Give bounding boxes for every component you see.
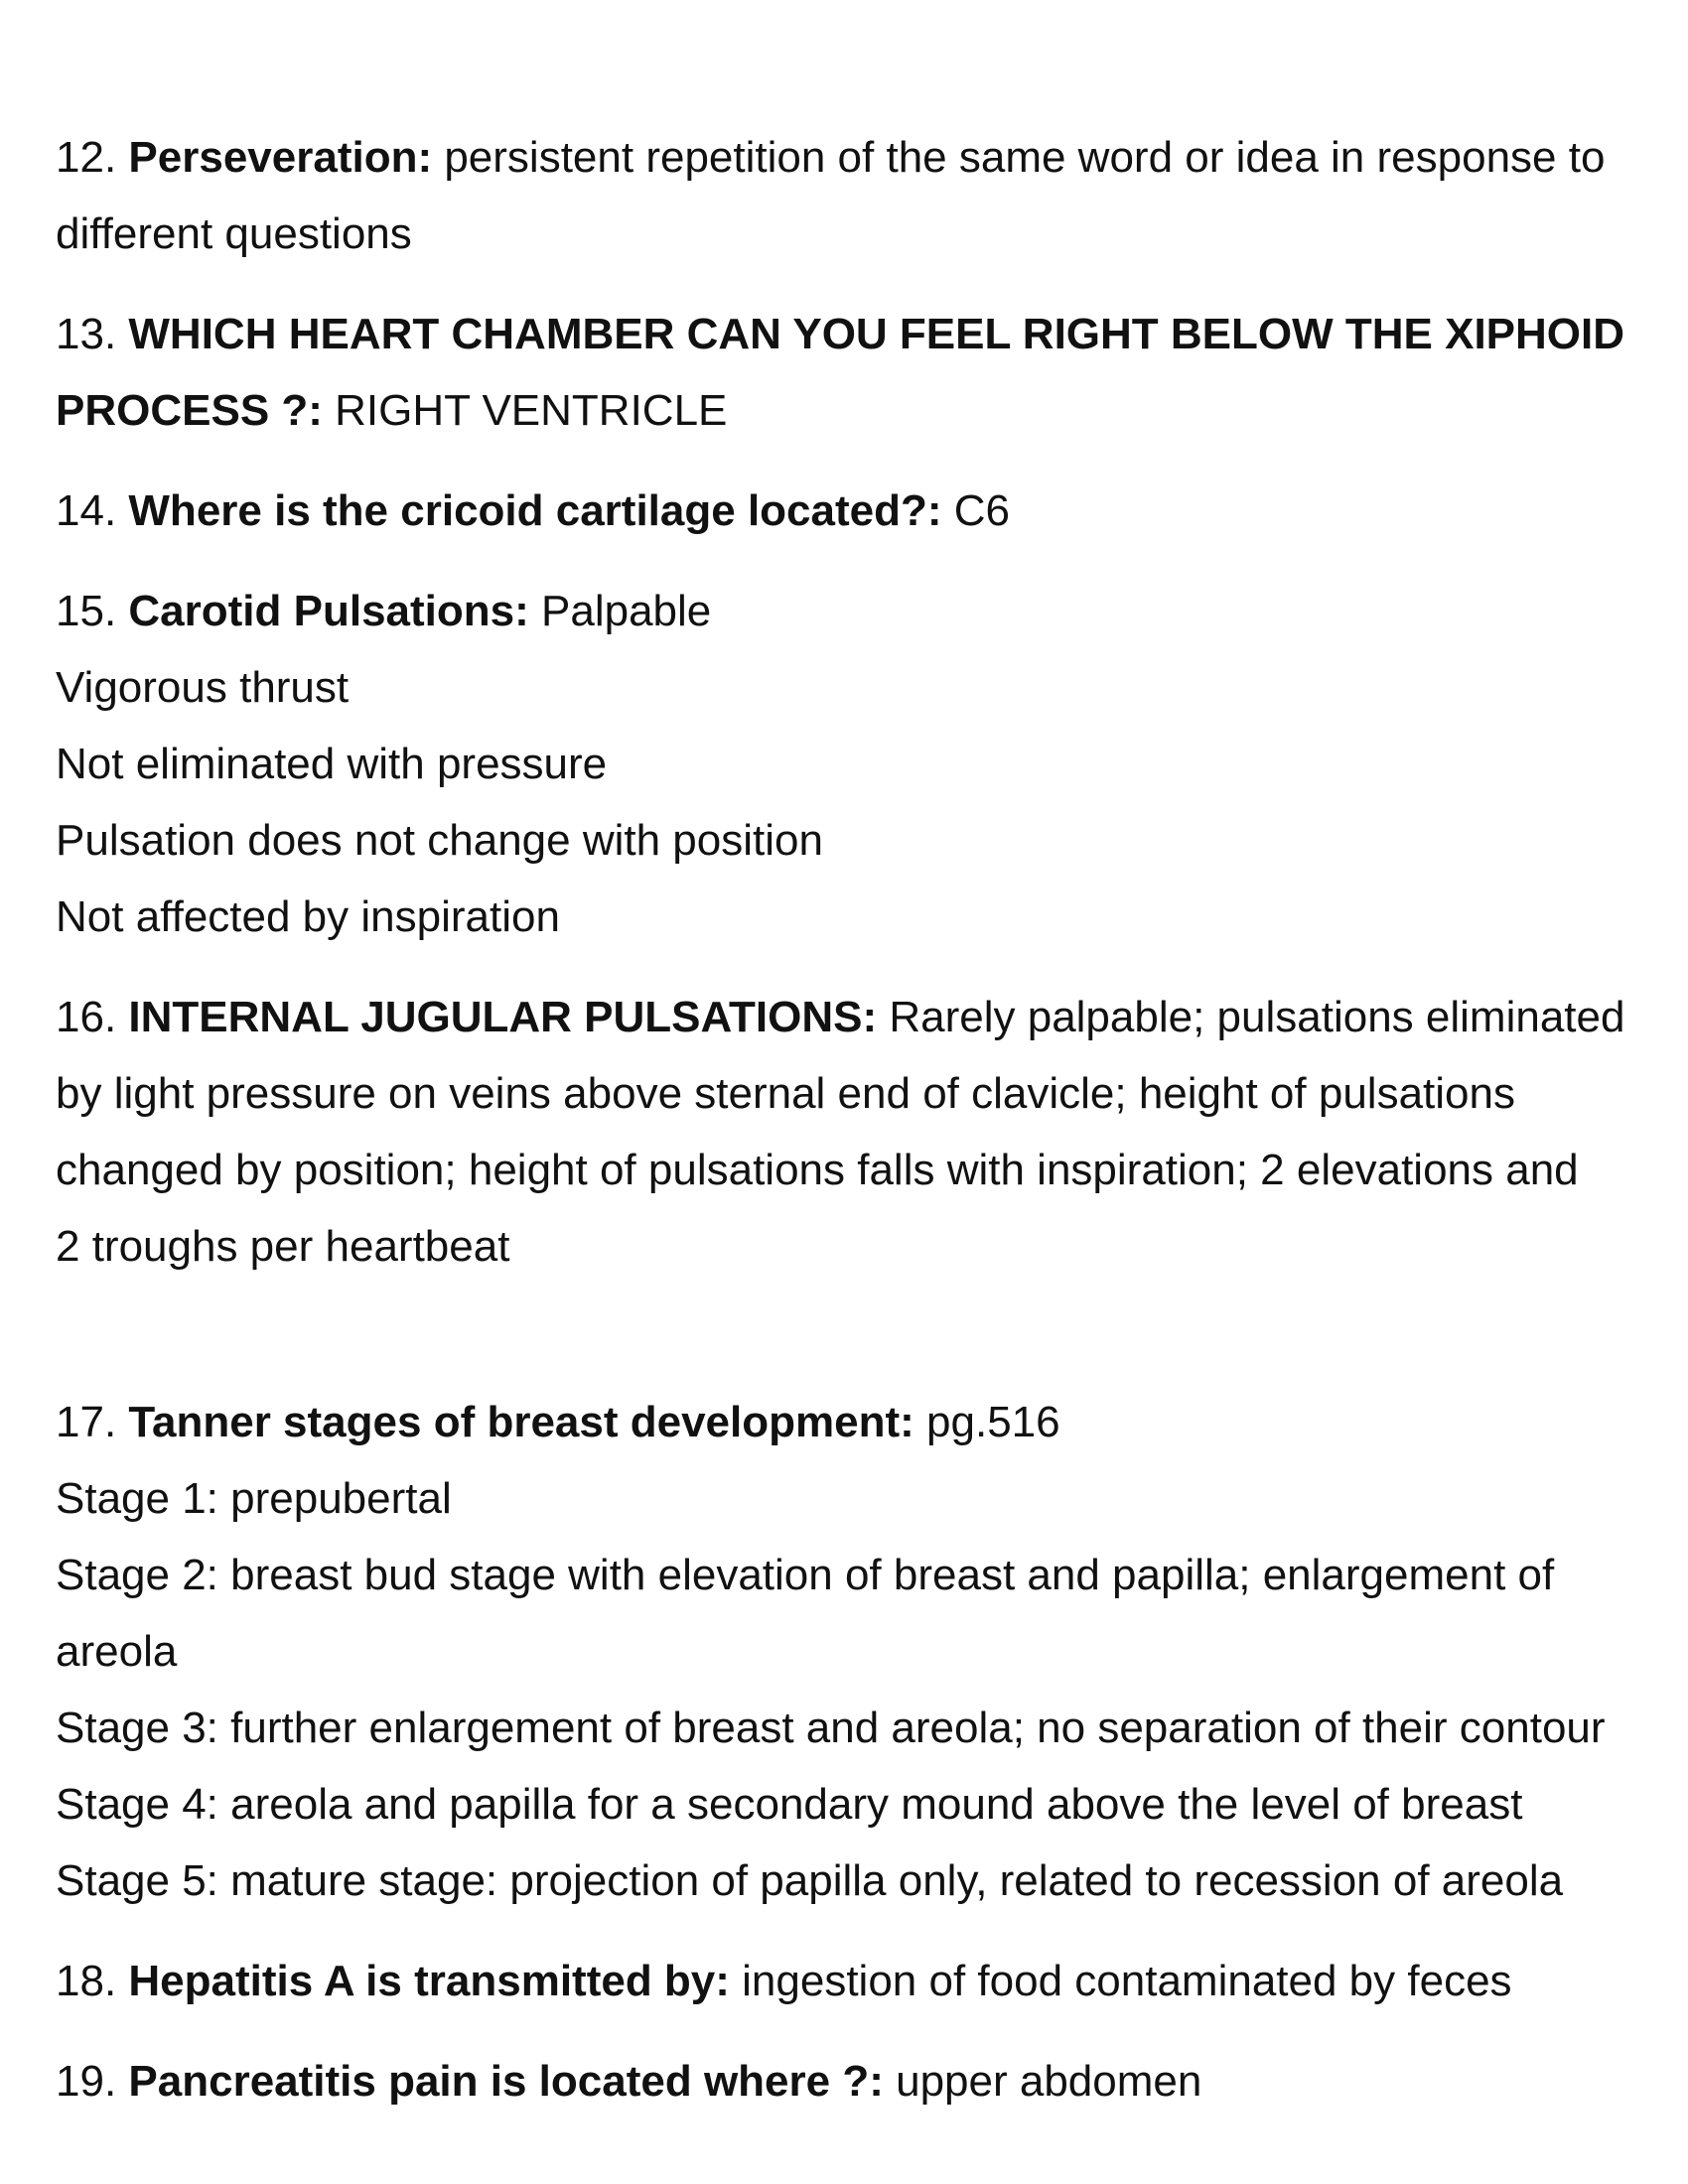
entry-term: Hepatitis A is transmitted by: <box>128 1957 730 2005</box>
entry-18 <box>56 1943 1644 2019</box>
entry-answer: persistent repetition of the same word or idea in response to <box>432 133 1606 182</box>
entry-term: Perseveration: <box>128 133 433 182</box>
entry-line: Not affected by inspiration <box>56 892 560 941</box>
entry-line: Stage 4: areola and papilla for a secondary mound above the level of breast <box>56 1780 1523 1829</box>
entry-line: areola <box>56 1627 178 1676</box>
entry-16 <box>56 979 1644 1285</box>
entry-term: Where is the cricoid cartilage located?: <box>128 486 942 535</box>
entry-answer: C6 <box>941 486 1011 535</box>
entry-answer: Palpable <box>528 587 712 635</box>
entry-number: 14. <box>56 486 117 535</box>
entry-term-continued: PROCESS ?: <box>56 386 323 435</box>
entry-number: 16. <box>56 993 117 1041</box>
entry-answer: ingestion of food contaminated by feces <box>729 1957 1512 2005</box>
entry-19 <box>56 2043 1644 2119</box>
entry-number: 15. <box>56 587 117 635</box>
flashcard-list <box>56 119 1644 2143</box>
entry-line: 2 troughs per heartbeat <box>56 1222 510 1271</box>
entry-answer: upper abdomen <box>883 2057 1202 2106</box>
entry-number: 19. <box>56 2057 117 2106</box>
entry-term: INTERNAL JUGULAR PULSATIONS: <box>128 993 878 1041</box>
entry-line: Pulsation does not change with position <box>56 816 823 865</box>
entry-line: different questions <box>56 209 412 258</box>
entry-term: WHICH HEART CHAMBER CAN YOU FEEL RIGHT BELOW THE XIPHOID <box>128 310 1625 358</box>
entry-line: by light pressure on veins above sternal end of clavicle; height of pulsations <box>56 1069 1515 1118</box>
entry-line: Stage 2: breast bud stage with elevation of breast and papilla; enlargement of <box>56 1551 1555 1599</box>
entry-number: 18. <box>56 1957 117 2005</box>
entry-line: Stage 5: mature stage: projection of papilla only, related to recession of areola <box>56 1856 1564 1905</box>
entry-answer: Rarely palpable; pulsations eliminated <box>877 993 1625 1041</box>
entry-number: 17. <box>56 1398 117 1446</box>
entry-12 <box>56 119 1644 272</box>
entry-13 <box>56 296 1644 449</box>
entry-number: 13. <box>56 310 117 358</box>
entry-line: Stage 3: further enlargement of breast and areola; no separation of their contour <box>56 1704 1606 1752</box>
entry-line: Stage 1: prepubertal <box>56 1474 452 1523</box>
entry-17 <box>56 1384 1644 1919</box>
entry-line: Not eliminated with pressure <box>56 740 608 788</box>
entry-answer: RIGHT VENTRICLE <box>322 386 728 435</box>
entry-number: 12. <box>56 133 117 182</box>
entry-line: changed by position; height of pulsations falls with inspiration; 2 elevations and <box>56 1146 1579 1194</box>
entry-14 <box>56 473 1644 549</box>
entry-answer: pg.516 <box>914 1398 1060 1446</box>
entry-term: Carotid Pulsations: <box>128 587 529 635</box>
entry-term: Pancreatitis pain is located where ?: <box>128 2057 884 2106</box>
entry-line: Vigorous thrust <box>56 663 350 712</box>
entry-15 <box>56 573 1644 955</box>
entry-term: Tanner stages of breast development: <box>128 1398 914 1446</box>
